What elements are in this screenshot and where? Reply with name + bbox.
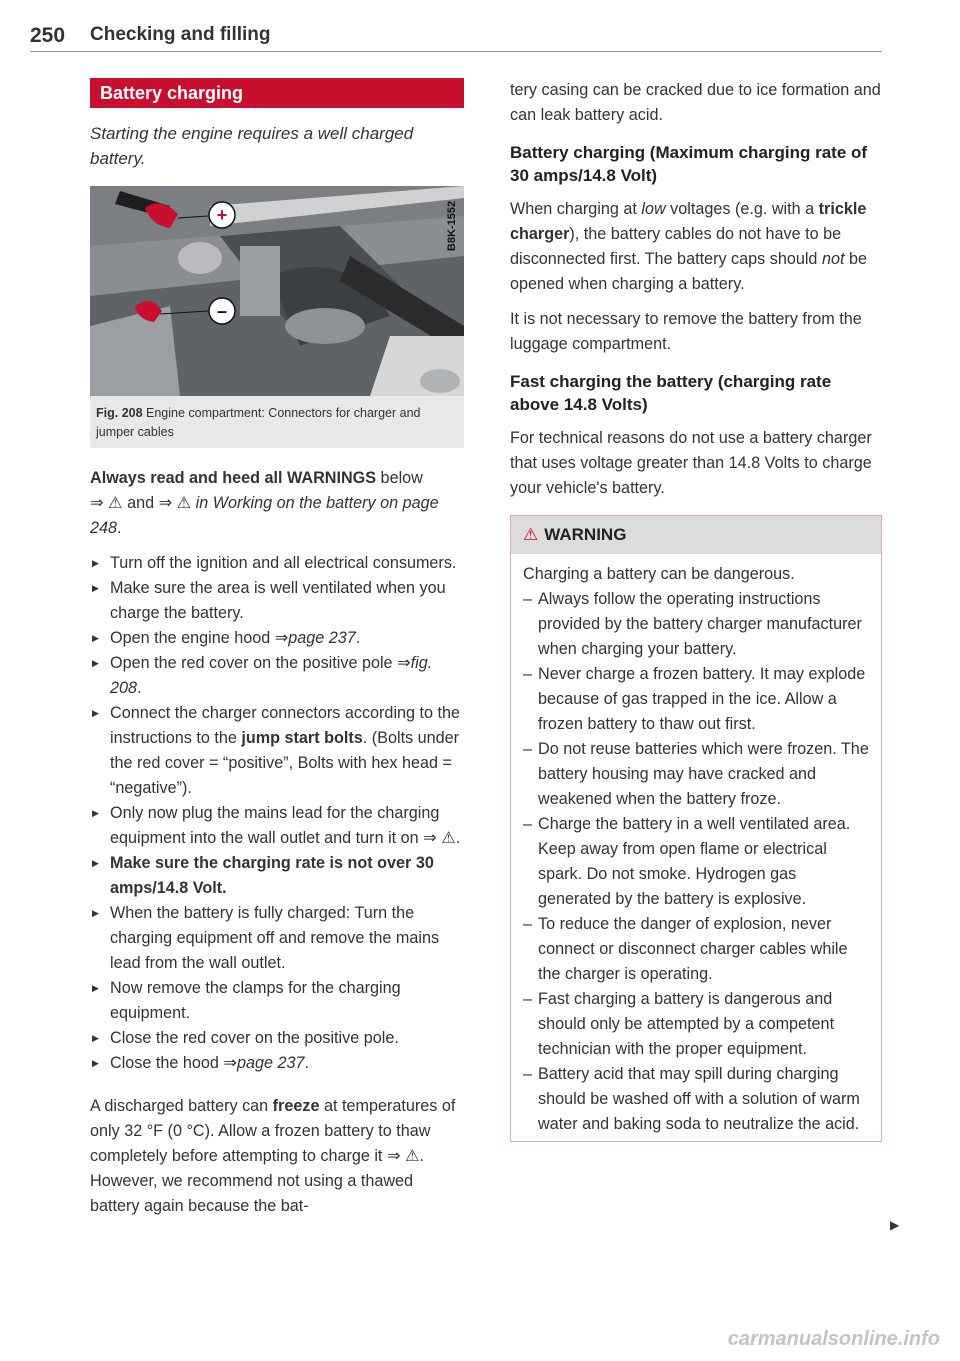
p1-italic-not: not [821,250,845,268]
page-number: 250 [30,24,66,47]
step-3-text: Open the engine hood [110,629,275,647]
p1-bold-trickle: trickle charger [510,200,867,243]
warning-body [511,554,881,1141]
warnings-text-2: and [122,494,159,512]
minus-icon: – [216,301,228,321]
continue-arrow-icon: ▶ [890,1218,900,1232]
step-10: ▶ Close the red cover on the positive pole. [90,1026,464,1051]
step-6-text: Only now plug the mains lead for the charging equipment into the wall outlet and turn it on [110,804,440,847]
right-column [510,78,882,1142]
warnings-text-end: . [117,519,122,537]
warning-item: – Fast charging a battery is dangerous and should only be attempted by a competent technician with the proper equipment. [523,987,869,1062]
step-5-end: . (Bolts under the red cover = “positive”, Bolts with hex head = “negative”). [110,729,460,797]
step-4-text: Open the red cover on the positive pole [110,654,398,672]
warning-ref-link-3[interactable]: ⇒ ⚠ [423,829,456,847]
p1-text-e: ), the battery cables do not have to be disconnected first. The battery caps should [510,225,842,268]
warning-header [511,516,881,554]
figure-caption-label: Fig. 208 [96,406,143,420]
p1-text-c: voltages (e.g. with a [665,200,819,218]
step-6 [90,801,464,851]
step-11-text: Close the hood [110,1054,224,1072]
freeze-text-a: A discharged battery can [90,1097,273,1115]
watermark: carmanualsonline.info [727,1328,940,1350]
p1-text-g: be opened when charging a battery. [510,250,867,293]
step-3-end: . [355,629,361,647]
fast-charging-paragraph: For technical reasons do not use a battery charger that uses voltage greater than 14.8 Volts to charge your vehicle's battery. [510,429,872,497]
luggage-paragraph: It is not necessary to remove the battery from the luggage compartment. [510,310,862,353]
section-title: Battery charging [90,78,464,108]
step-11 [90,1051,464,1076]
figure-code [444,190,460,270]
step-4 [90,651,464,701]
left-column [90,78,464,1219]
charging-steps [90,551,464,1076]
step-7: ▶ Make sure the charging rate is not over 30 amps/14.8 Volt. [90,851,464,901]
warning-icon: ⚠ [523,525,539,544]
fig-208-link[interactable]: ⇒fig. 208 [110,654,433,697]
warning-intro: Charging a battery can be dangerous. [523,565,795,583]
freeze-text-e: . However, we recommend not using a thawed battery again because the bat- [90,1147,425,1215]
warning-item: – Charge the battery in a well ventilated area. Keep away from open flame or electrical spark. Do not smoke. Hydrogen gas generated by the battery is explosive. [523,812,869,912]
figure-code-text: B8K-1552 [446,200,458,252]
warning-item: – Do not reuse batteries which were frozen. The battery housing may have cracked and weakened when the battery froze. [523,737,869,812]
step-3 [90,626,464,651]
step-4-end: . [137,679,142,697]
step-2: ▶ Make sure the area is well ventilated when you charge the battery. [90,576,464,626]
step-5-bold: jump start bolts [241,729,363,747]
warning-title: WARNING [544,525,627,544]
freeze-text-c: at temperatures of only 32 °F (0 °C). Allow a frozen battery to thaw completely before attempting to charge it [90,1097,456,1165]
warnings-text-1: below [376,469,423,487]
low-voltage-paragraph [510,197,882,297]
warning-ref-link-1[interactable]: ⇒ ⚠ [90,494,123,512]
warning-ref-link-2[interactable]: ⇒ ⚠ [158,494,192,512]
warning-box [510,515,882,1142]
subheading-fast-charging: Fast charging the battery (charging rate above 14.8 Volts) [510,372,832,414]
p1-italic-low: low [641,200,666,218]
subheading-max-rate: Battery charging (Maximum charging rate of 30 amps/14.8 Volt) [510,143,868,185]
freeze-paragraph [90,1094,464,1219]
warning-item: – To reduce the danger of explosion, never connect or disconnect charger cables while the charger is operating. [523,912,869,987]
warning-item: – Never charge a frozen battery. It may explode because of gas trapped in the ice. Allow a frozen battery to thaw out first. [523,662,869,737]
chapter-title: Checking and filling [90,24,271,45]
warning-item: – Always follow the operating instructions provided by the battery charger manufacturer when charging your battery. [523,587,869,662]
step-9: ▶ Now remove the clamps for the charging equipment. [90,976,464,1026]
page-header [30,24,882,52]
figure-caption [90,396,464,442]
step-1: ▶ Turn off the ignition and all electrical consumers. [90,551,464,576]
step-5 [90,701,464,801]
figure-caption-text: Engine compartment: Connectors for charger and jumper cables [96,406,421,439]
step-8: ▶ When the battery is fully charged: Turn the charging equipment off and remove the mains lead from the wall outlet. [90,901,464,976]
warning-list [523,587,869,1137]
step-6-end: . [455,829,461,847]
warning-ref-link-4[interactable]: ⇒ ⚠ [386,1147,420,1165]
engine-compartment-image [90,186,464,396]
warning-ref-page-248[interactable]: in Working on the battery on page 248 [90,494,439,537]
freeze-bold: freeze [272,1097,320,1115]
warning-item: – Battery acid that may spill during charging should be washed off with a solution of warm water and baking soda to neutralize the acid. [523,1062,869,1137]
figure-208 [90,186,464,448]
plus-icon: + [216,205,228,225]
step-11-end: . [304,1054,309,1072]
continued-paragraph: tery casing can be cracked due to ice formation and can leak battery acid. [510,81,881,124]
page-237-link[interactable]: ⇒page 237 [274,629,356,647]
step-5-text: Connect the charger connectors according to the instructions to the [110,704,461,747]
warnings-reminder [90,466,464,541]
p1-text-a: When charging at [510,200,642,218]
section-intro: Starting the engine requires a well charged battery. [90,124,414,168]
engine-illustration [90,186,464,396]
warnings-lead: Always read and heed all WARNINGS [90,469,377,487]
page-237-link-2[interactable]: ⇒page 237 [223,1054,305,1072]
